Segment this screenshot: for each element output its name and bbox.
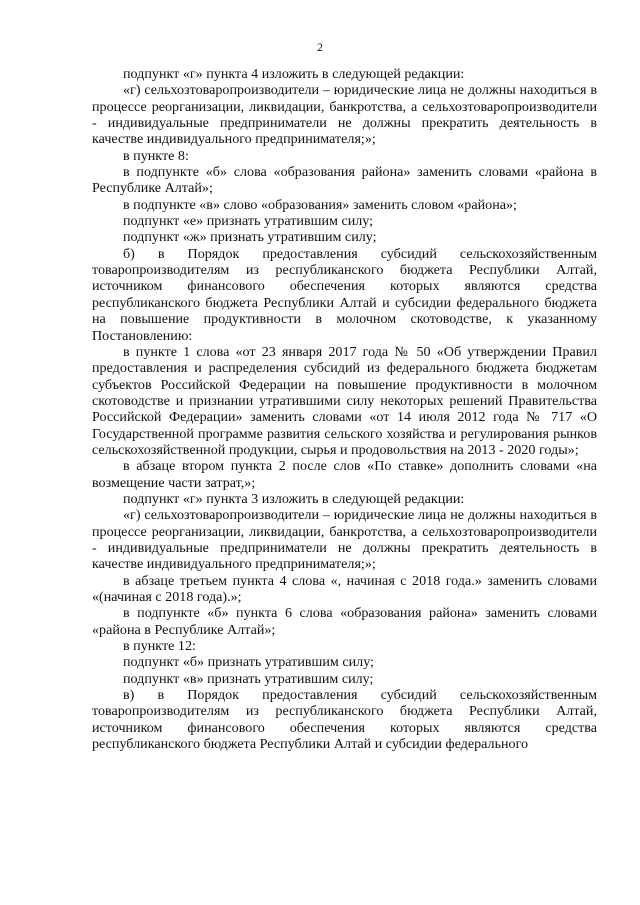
paragraph: подпункт «г» пункта 4 изложить в следующей редакции: xyxy=(123,66,465,82)
paragraph: в) в Порядок предоставления субсидий сельскохозяйственным товаропроизводителям из республиканского бюджета Республики Алтай, источником финансового обеспечения которых являются средства республиканского бюджета Республики Алтай и субсидии федерального xyxy=(92,687,597,753)
paragraph: в пункте 1 слова «от 23 января 2017 года № 50 «Об утверждении Правил предоставления и распределения субсидий из федерального бюджета бюджетам субъектов Российской Федерации на повышение продуктивности в молочном скотоводстве и признании утратившими силу некоторых решений Правительства Российской Федерации» заменить словами «от 14 июля 2012 года № 717 «О Государственной программе развития сельского хозяйства и регулирования рынков сельскохозяйственной продукции, сырья и продовольствия на 2013 - 2020 годы»; xyxy=(92,343,597,458)
paragraph: в пункте 8: xyxy=(123,147,189,164)
paragraph: подпункт «е» признать утратившим силу; xyxy=(123,213,374,230)
paragraph: в подпункте «б» слова «образования района» заменить словами «района в Республике Алтай»; xyxy=(92,164,597,197)
paragraph: в пункте 12: xyxy=(123,638,196,655)
paragraph: в абзаце втором пункта 2 после слов «По ставке» дополнить словами «на возмещение части затрат,»; xyxy=(92,458,597,491)
paragraph: б) в Порядок предоставления субсидий сельскохозяйственным товаропроизводителям из республиканского бюджета Республики Алтай, источником финансового обеспечения которых являются средства республиканского бюджета Республики Алтай и субсидии федерального бюджета на повышение продуктивности в молочном скотоводстве, к указанному Постановлению: xyxy=(92,245,597,344)
page-number: 2 xyxy=(317,40,323,54)
paragraph: подпункт «б» признать утратившим силу; xyxy=(123,654,374,671)
paragraph: в подпункте «в» слово «образования» заменить словом «района»; xyxy=(123,196,517,213)
document-body xyxy=(92,66,597,752)
paragraph: в подпункте «б» пункта 6 слова «образования района» заменить словами «района в Республике Алтай»; xyxy=(92,605,597,638)
paragraph: «г) сельхозтоваропроизводители – юридические лица не должны находиться в процессе реорганизации, ликвидации, банкротства, а сельхозтоваропроизводители - индивидуальные предприниматели не должны прекратить деятельность в качестве индивидуального предпринимателя;»; xyxy=(92,82,597,148)
paragraph: подпункт «г» пункта 3 изложить в следующей редакции: xyxy=(123,490,465,507)
paragraph: «г) сельхозтоваропроизводители – юридические лица не должны находиться в процессе реорганизации, ликвидации, банкротства, а сельхозтоваропроизводители - индивидуальные предприниматели не должны прекратить деятельность в качестве индивидуального предпринимателя;»; xyxy=(92,507,597,573)
paragraph: подпункт «в» признать утратившим силу; xyxy=(123,670,374,687)
paragraph: подпункт «ж» признать утратившим силу; xyxy=(123,229,377,246)
paragraph: в абзаце третьем пункта 4 слова «, начиная с 2018 года.» заменить словами «(начиная с 2018 года).»; xyxy=(92,572,597,605)
